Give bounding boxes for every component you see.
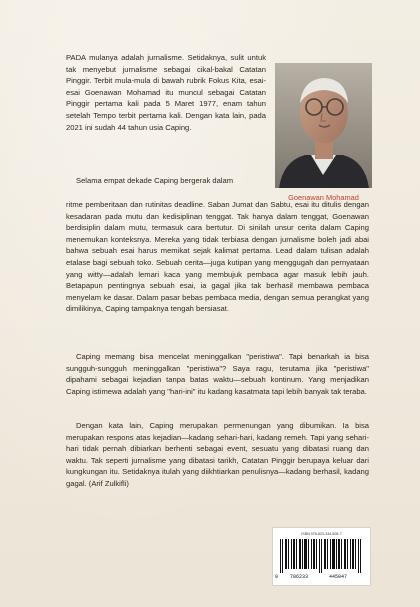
author-photo <box>275 63 372 188</box>
barcode-bars <box>280 539 363 573</box>
paragraph-3-text: Caping memang bisa mencelat meninggalkan "peristiwa". Tapi benarkah ia bisa sungguh-sungguh meninggalkan "peristiwa"? Saya ragu, terutama jika "peristiwa" dipahami sebagai kejadian tanpa batas waktu—sebuah kontinum. Yang menjadikan Caping istimewa adalah yang "hari-ini" itu kadang kasatmata tapi lebih banyak tak teraba. <box>66 352 369 396</box>
paragraph-2-text: Selama empat dekade Caping bergerak dalam <box>76 176 234 185</box>
paragraph-4 <box>66 420 369 490</box>
barcode-digit-lead: 9 <box>275 574 279 580</box>
paragraph-4-text: Dengan kata lain, Caping merupakan permenungan yang dibumikan. Ia bisa merupakan respons atas kejadian—kadang sehari-hari, kadang remeh. Tapi yang sehari-hari tidak pernah dibiarkan berhenti sebagai event, sesuatu yang dibatasi ruang dan waktu. Tak seperti jurnalisme yang dibatasi tarikh, Catatan Pinggir berupaya keluar dari kungkungan itu. Setidaknya itulah yang diikhtiarkan penulisnya—kadang berhasil, kadang gagal. (Arif Zulkifli) <box>66 421 369 488</box>
barcode-digits-left: 786233 <box>290 574 309 580</box>
paragraph-1: PADA mulanya adalah jurnalisme. Setidaknya, sulit untuk tak menyebut jurnalisme sebagai cikal-bakal Catatan Pinggir. Terbit mula-mula di bawah rubrik Fokus Kita, esai-esai Goenawan Mohamad itu muncul sebagai Catatan Pinggir pertama kali pada 5 Maret 1977, enam tahun setelah Tempo terbit pertama kali. Dengan kata lain, pada 2021 ini sudah 44 tahun usia Caping. <box>66 53 266 132</box>
isbn-label: ISBN 978-623-344-505-7 <box>301 532 342 536</box>
isbn-barcode <box>272 527 371 586</box>
photo-caption: Goenawan Mohamad <box>288 193 359 202</box>
paragraph-2-start <box>66 175 266 187</box>
paragraph-2-continued: ritme pemberitaan dan rutinitas deadline. Saban Jumat dan Sabtu, esai itu ditulis dengan kesadaran pada mutu dan kedisiplinan tenggat. Tak hanya dalam tenggat, Goenawan berdisiplin dalam mutu, termasuk cara bertutur. Di sinilah unsur cerita dalam Caping menemukan konteksnya. Mereka yang tidak terbiasa dengan jurnalisme boleh jadi abai bahwa sebuah esai harus memikat sejak kalimat pertama. Lead dalam tulisan adalah etalase bagi sebuah toko. Sebuah cerita—juga kutipan yang menggugah dan pernyataan yang witty—adalah lemari kaca yang membujuk pembaca agar masuk lebih jauh. Betapapun pentingnya sebuah esai, ia gagal jika tak berhasil membawa pembaca menyelam ke dasar. Dalam pasar bebas pembaca media, dengan semua perangkat yang dimilikinya, Caping tampaknya tengah bersiasat. <box>66 200 369 314</box>
author-portrait-illustration <box>275 63 372 188</box>
paragraph-3 <box>66 351 369 397</box>
barcode-digits-right: 445047 <box>329 574 348 580</box>
